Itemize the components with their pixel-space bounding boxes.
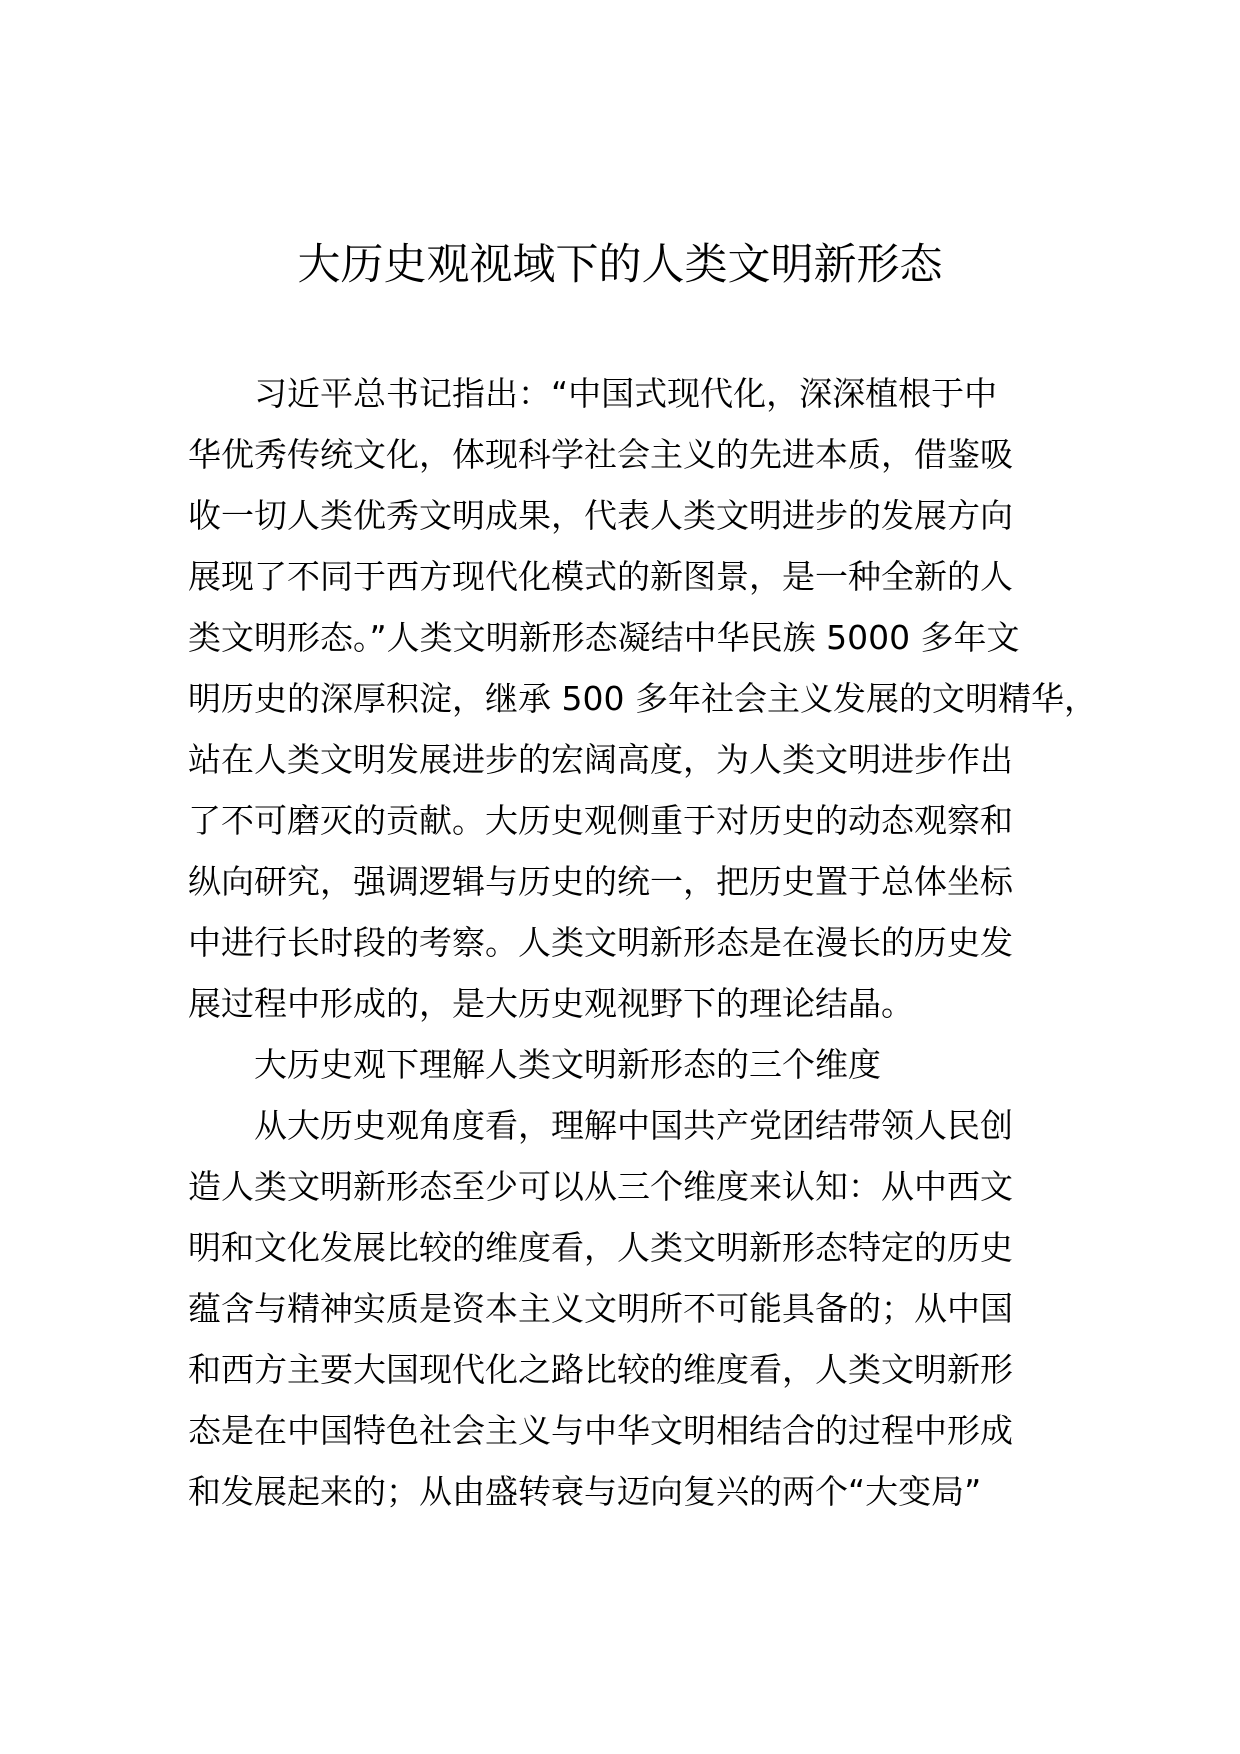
body-line: 展过程中形成的，是大历史观视野下的理论结晶。 [188,984,914,1023]
body-line: 和西方主要大国现代化之路比较的维度看，人类文明新形 [188,1350,1013,1389]
body-line: 了不可磨灭的贡献。大历史观侧重于对历史的动态观察和 [188,801,1013,840]
body-line: 态是在中国特色社会主义与中华文明相结合的过程中形成 [188,1411,1013,1450]
section-heading: 大历史观下理解人类文明新形态的三个维度 [254,1045,881,1084]
body-line: 收一切人类优秀文明成果，代表人类文明进步的发展方向 [188,496,1013,535]
body-line: 站在人类文明发展进步的宏阔高度，为人类文明进步作出 [188,740,1013,779]
body-line: 展现了不同于西方现代化模式的新图景，是一种全新的人 [188,557,1013,596]
body-line: 明历史的深厚积淀，继承 500 多年社会主义发展的文明精华， [188,679,1097,718]
body-line: 蕴含与精神实质是资本主义文明所不可能具备的；从中国 [188,1289,1013,1328]
body-line: 明和文化发展比较的维度看，人类文明新形态特定的历史 [188,1228,1013,1267]
body-line: 从大历史观角度看，理解中国共产党团结带领人民创 [254,1106,1013,1145]
body-line: 习近平总书记指出：“中国式现代化，深深植根于中 [254,374,998,413]
body-line: 和发展起来的；从由盛转衰与迈向复兴的两个“大变局” [188,1472,982,1511]
body-line: 中进行长时段的考察。人类文明新形态是在漫长的历史发 [188,923,1013,962]
body-line: 造人类文明新形态至少可以从三个维度来认知：从中西文 [188,1167,1013,1206]
body-line: 类文明形态。”人类文明新形态凝结中华民族 5000 多年文 [188,618,1020,657]
body-line: 纵向研究，强调逻辑与历史的统一，把历史置于总体坐标 [188,862,1013,901]
document-title: 大历史观视域下的人类文明新形态 [297,240,943,290]
body-line: 华优秀传统文化，体现科学社会主义的先进本质，借鉴吸 [188,435,1013,474]
